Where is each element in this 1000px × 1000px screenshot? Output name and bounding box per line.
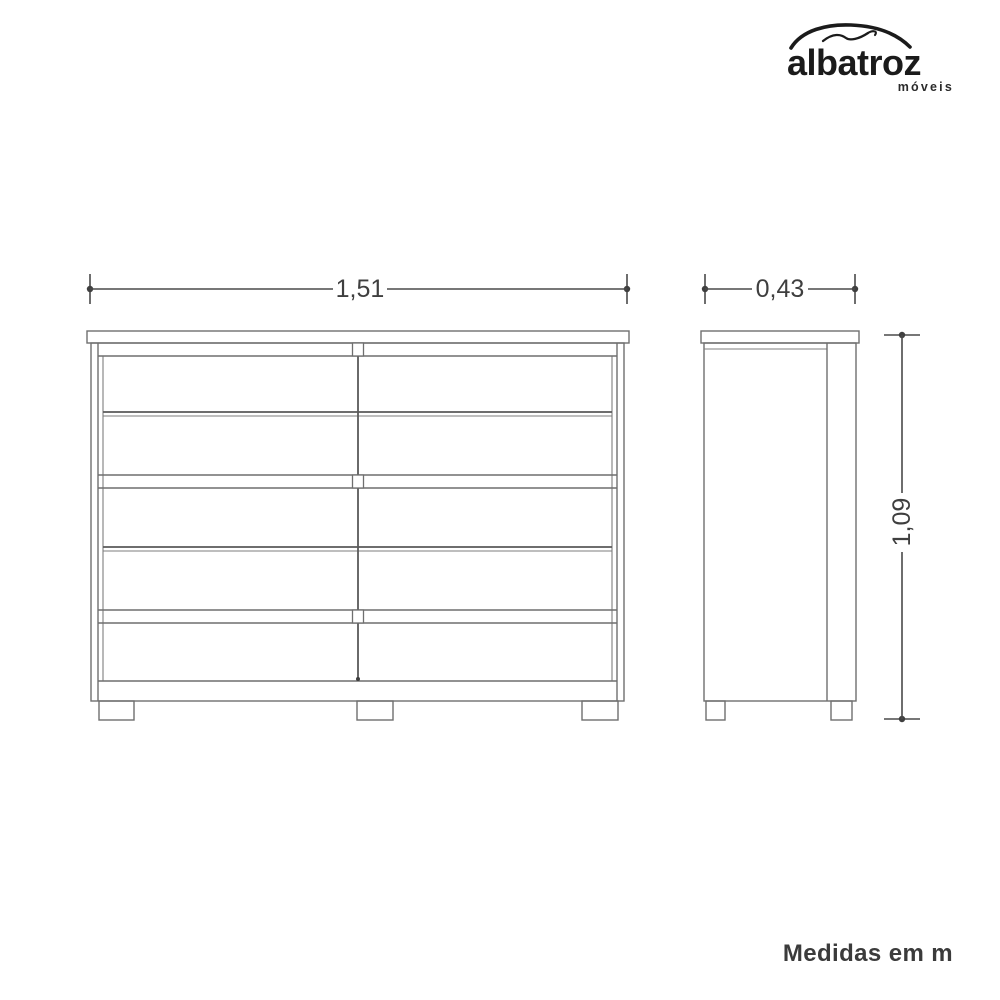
depth-dimension-label: 0,43 <box>755 275 805 303</box>
side-foot-front <box>706 701 725 720</box>
front-view <box>87 331 629 720</box>
brand-wordmark: albatroz <box>787 42 922 83</box>
center-divider <box>353 343 364 681</box>
front-foot-center <box>357 701 393 720</box>
units-note: Medidas em m <box>782 940 953 967</box>
side-foot-back <box>831 701 852 720</box>
width-dimension <box>87 274 630 304</box>
brand-tagline: móveis <box>897 79 954 94</box>
front-feet <box>99 701 618 720</box>
width-dimension-label: 1,51 <box>335 275 385 303</box>
side-body <box>704 343 856 701</box>
height-dimension-label: 1,09 <box>888 497 916 547</box>
depth-dimension <box>702 274 858 304</box>
front-foot-left <box>99 701 134 720</box>
side-view <box>701 331 859 720</box>
height-dimension <box>884 332 920 722</box>
side-top-panel <box>701 331 859 343</box>
side-feet <box>706 701 852 720</box>
front-foot-right <box>582 701 618 720</box>
front-top-panel <box>87 331 629 343</box>
